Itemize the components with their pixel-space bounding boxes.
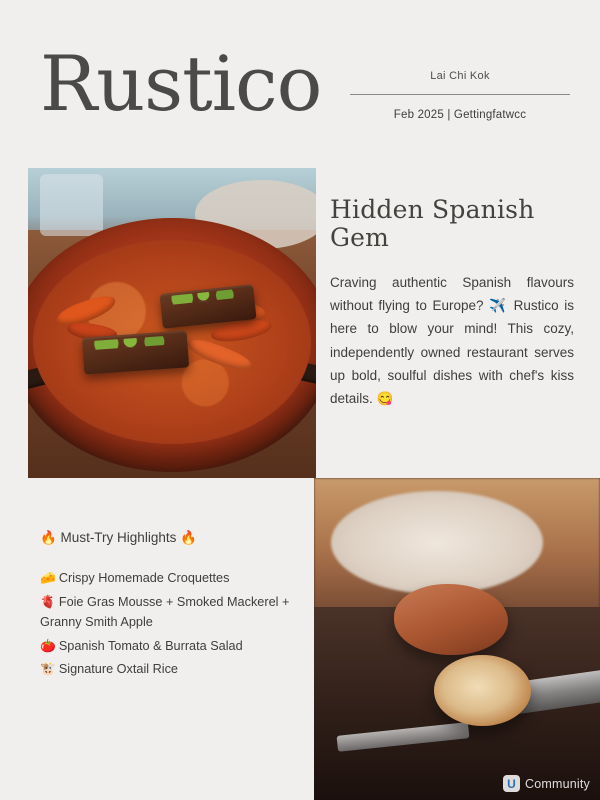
article-body: Craving authentic Spanish flavours without flying to Europe? ✈️ Rustico is here to blow your mind! This cozy, independently owned restaurant serves up bold, soulful dishes with chef's kiss details. 😋 (330, 275, 574, 407)
header (0, 0, 600, 160)
list-item-label: Crispy Homemade Croquettes (58, 571, 230, 585)
article-title: Hidden Spanish Gem (330, 195, 535, 252)
list-item-label: Signature Oxtail Rice (58, 662, 178, 677)
paella-photo (28, 168, 316, 478)
article-block (330, 196, 574, 410)
glass-shape (40, 174, 103, 236)
croquette-whole-shape (394, 584, 508, 655)
rice-shape (33, 240, 310, 443)
highlights-title: 🔥 Must-Try Highlights 🔥 (40, 530, 197, 545)
tomato-icon: 🍅 (40, 638, 56, 653)
butter-icon: 🫀 (40, 594, 56, 609)
herb-garnish-shape (91, 335, 180, 351)
cheese-icon: 🧀 (40, 571, 56, 585)
issue-label: Feb 2025 | Gettingfatwcc (393, 109, 527, 121)
croquette-half-shape (434, 655, 531, 726)
list-item (40, 568, 302, 589)
highlights-list (40, 568, 302, 680)
croquette-photo (314, 478, 600, 800)
cow-icon: 🐮 (40, 662, 56, 677)
highlights-block (40, 530, 302, 683)
paella-pan-shape (28, 218, 316, 472)
list-item (40, 659, 302, 680)
list-item (40, 592, 302, 633)
herb-garnish-shape (167, 289, 247, 306)
watermark-label: Community (524, 776, 590, 791)
location-label: Lai Chi Kok (430, 70, 490, 82)
list-item-label: Foie Gras Mousse + Smoked Mackerel + Granny Smith Apple (40, 594, 290, 630)
list-item (40, 636, 302, 657)
plate-shape (331, 491, 543, 594)
oxtail-block-shape (82, 330, 190, 374)
brand-title: Rustico (40, 39, 322, 128)
watermark-badge-icon: U (503, 775, 520, 792)
watermark (503, 775, 590, 792)
list-item-label: Spanish Tomato & Burrata Salad (58, 638, 243, 653)
header-meta (350, 70, 570, 121)
